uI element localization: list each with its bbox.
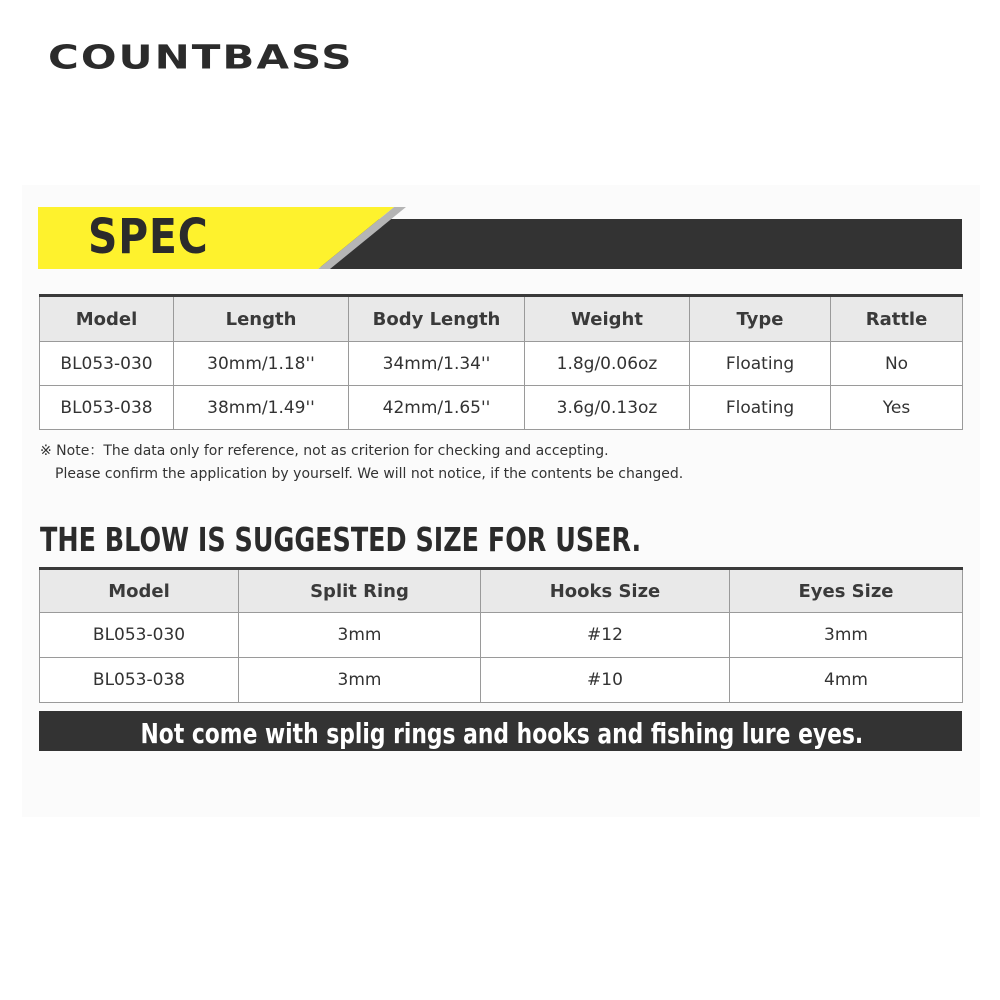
cell-type: Floating	[690, 342, 831, 386]
cell-split-ring: 3mm	[239, 613, 481, 658]
table-row	[40, 658, 963, 703]
cell-hooks-size: #10	[481, 658, 730, 703]
spec-title: SPEC	[88, 209, 209, 265]
col-header-length: Length	[174, 296, 349, 342]
table-row	[40, 342, 963, 386]
cell-rattle: No	[831, 342, 963, 386]
table-header-row	[40, 296, 963, 342]
cell-rattle: Yes	[831, 386, 963, 430]
note-line-2: Please confirm the application by yourself. We will not notice, if the contents be changed.	[55, 466, 684, 482]
col-header-rattle: Rattle	[831, 296, 963, 342]
col-header-model: Model	[40, 569, 239, 613]
col-header-eyes-size: Eyes Size	[730, 569, 963, 613]
reference-note	[40, 440, 683, 486]
cell-model: BL053-030	[40, 342, 174, 386]
cell-length: 30mm/1.18''	[174, 342, 349, 386]
cell-body-length: 34mm/1.34''	[349, 342, 525, 386]
cell-hooks-size: #12	[481, 613, 730, 658]
cell-weight: 3.6g/0.13oz	[525, 386, 690, 430]
footer-banner-text: Not come with splig rings and hooks and fishing lure eyes.	[140, 717, 864, 750]
col-header-type: Type	[690, 296, 831, 342]
suggested-size-title: THE BLOW IS SUGGESTED SIZE FOR USER.	[40, 520, 642, 559]
table-row	[40, 386, 963, 430]
cell-weight: 1.8g/0.06oz	[525, 342, 690, 386]
cell-model: BL053-038	[40, 386, 174, 430]
spec-dark-band	[320, 219, 962, 269]
cell-model: BL053-030	[40, 613, 239, 658]
spec-header-bar	[38, 205, 962, 271]
table-row	[40, 613, 963, 658]
brand-logo: COUNTBASS	[48, 38, 354, 77]
table-header-row	[40, 569, 963, 613]
col-header-hooks-size: Hooks Size	[481, 569, 730, 613]
col-header-split-ring: Split Ring	[239, 569, 481, 613]
cell-eyes-size: 4mm	[730, 658, 963, 703]
spec-table	[39, 294, 963, 430]
col-header-weight: Weight	[525, 296, 690, 342]
cell-body-length: 42mm/1.65''	[349, 386, 525, 430]
col-header-body-length: Body Length	[349, 296, 525, 342]
cell-type: Floating	[690, 386, 831, 430]
suggested-size-table	[39, 567, 963, 703]
cell-length: 38mm/1.49''	[174, 386, 349, 430]
note-line-1: ※ Note：The data only for reference, not as criterion for checking and accepting.	[40, 443, 609, 459]
cell-eyes-size: 3mm	[730, 613, 963, 658]
cell-model: BL053-038	[40, 658, 239, 703]
footer-banner	[39, 711, 962, 751]
col-header-model: Model	[40, 296, 174, 342]
cell-split-ring: 3mm	[239, 658, 481, 703]
